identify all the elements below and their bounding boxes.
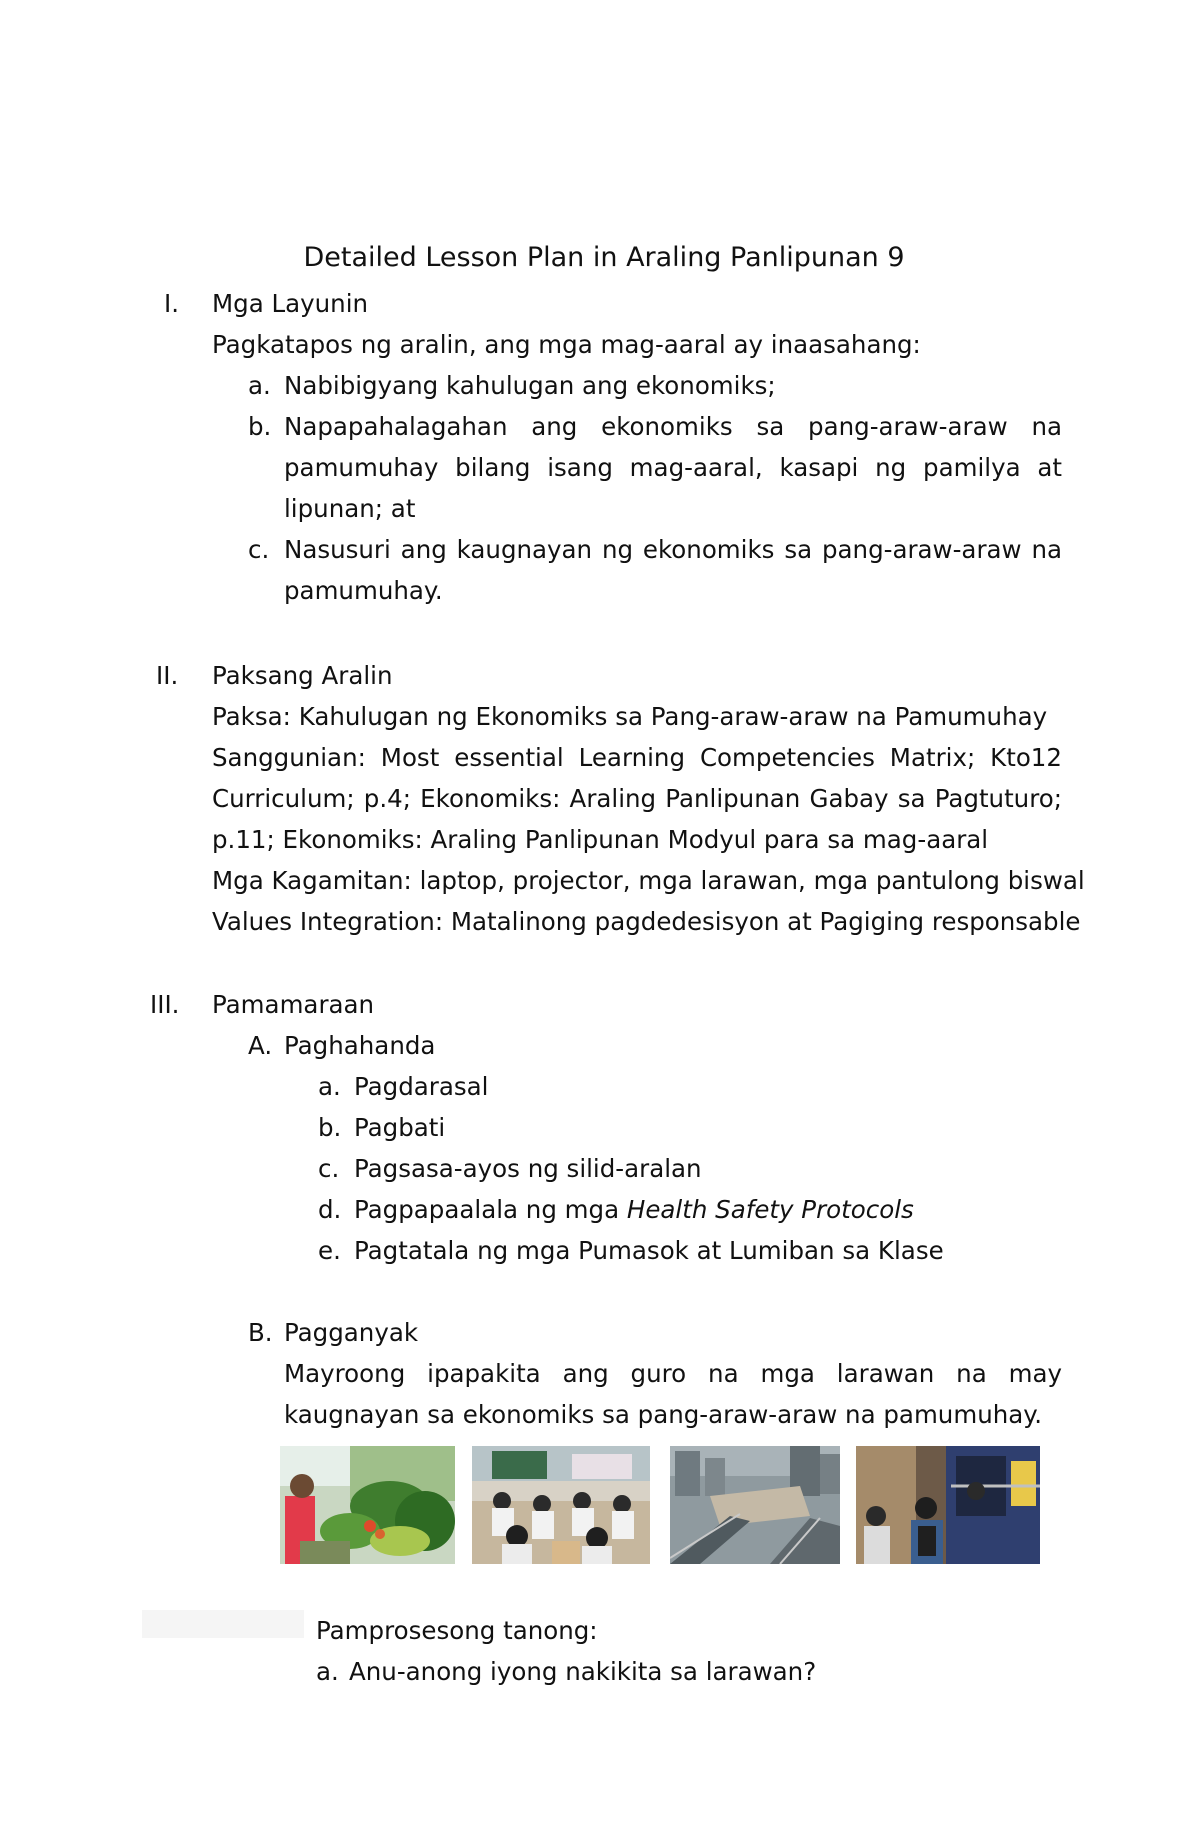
classroom-students-photo [472, 1446, 650, 1564]
section-number: I. [164, 289, 180, 318]
kagamitan-line: Mga Kagamitan: laptop, projector, mga larawan, mga pantulong biswal [212, 866, 1085, 895]
item-text-line: Napapahalagahan ang ekonomiks sa pang-araw-araw na [284, 412, 1062, 441]
document-title: Detailed Lesson Plan in Araling Panlipunan 9 [303, 242, 905, 273]
processing-questions-heading: Pamprosesong tanong: [316, 1616, 598, 1645]
item-label: a. [248, 371, 271, 400]
item-text-line: pamumuhay bilang isang mag-aaral, kasapi ng pamilya at [284, 453, 1062, 482]
photo-strip [280, 1446, 1040, 1570]
item-text: Paghahanda [284, 1031, 436, 1060]
section-heading: Mga Layunin [212, 289, 369, 318]
item-text: Pagganyak [284, 1318, 419, 1347]
section-number: II. [156, 661, 179, 690]
section-number: III. [150, 990, 180, 1019]
item-label: b. [248, 412, 272, 441]
item-text-line: lipunan; at [284, 494, 416, 523]
item-label: B. [248, 1318, 273, 1347]
item-text: Nabibigyang kahulugan ang ekonomiks; [284, 371, 776, 400]
sanggunian-line: p.11; Ekonomiks: Araling Panlipunan Modyul para sa mag-aaral [212, 825, 989, 854]
item-text-line: Nasusuri ang kaugnayan ng ekonomiks sa pang-araw-araw na [284, 535, 1062, 564]
sanggunian-line: Sanggunian: Most essential Learning Competencies Matrix; Kto12 [212, 743, 1062, 772]
item-label: A. [248, 1031, 273, 1060]
pagganyak-line: Mayroong ipapakita ang guro na mga larawan na may [284, 1359, 1062, 1388]
shaded-margin [142, 1610, 304, 1638]
values-line: Values Integration: Matalinong pagdedesisyon at Pagiging responsable [212, 907, 1081, 936]
section-heading: Pamamaraan [212, 990, 375, 1019]
section-heading: Paksang Aralin [212, 661, 393, 690]
objectives-intro: Pagkatapos ng aralin, ang mga mag-aaral ay inaasahang: [212, 330, 921, 359]
city-aerial-photo [670, 1446, 840, 1564]
sanggunian-line: Curriculum; p.4; Ekonomiks: Araling Panlipunan Gabay sa Pagtuturo; [212, 784, 1062, 813]
italic-text: Health Safety Protocols [626, 1195, 914, 1224]
item-label: c. [248, 535, 270, 564]
lesson-plan-page: Detailed Lesson Plan in Araling Panlipunan 9 I. Mga Layunin Pagkatapos ng aralin, ang mga mag-aaral ay inaasahang: a. Nabibigyang kahulugan ang ekonomiks; b. Napapahalagahan ang ekonomiks sa pang-araw-araw na pamumuhay bilang isang mag-aaral, kasapi ng pamilya at lipunan; at c. Nasusuri ang kaugnayan ng ekonomiks sa pang-araw-araw na pamumuhay. II. Paksang Aralin Paksa: Kahulugan ng Ekonomiks sa Pang-araw-araw na Pamumuhay Sanggunian: Most essential Learning Competencies Matrix; Kto12 Curriculum; p.4; Ekonomiks: Araling Panlipunan Gabay sa Pagtuturo; p.11; Ekonomiks: Araling Panlipunan Modyul para sa mag-aaral Mga Kagamitan: laptop, projector, mga larawan, mga pantulong biswal Values Integration: Matalinong pagdedesisyon at Pagiging responsable III. Pamamaraan A. Paghahanda a. Pagdarasal b. Pagbati c. Pagsasa-ayos ng silid-aralan d. Pagpapaalala ng mga Health Safety Protocols e. Pagtatala ng mga Pumasok at Lumiban sa Klase B. Pagganyak Mayroong ipapakita ang guro na mga larawan na may kaugnayan sa ekonomiks sa pang-araw-araw na pamumuhay. Pamprosesong tanong: a. Anu-anong iyong nakikita sa larawan? [0, 0, 1200, 1835]
market-vegetables-photo [280, 1446, 455, 1564]
paksa-line: Paksa: Kahulugan ng Ekonomiks sa Pang-araw-araw na Pamumuhay [212, 702, 1048, 731]
item-text-line: pamumuhay. [284, 576, 443, 605]
commuters-jeepney-photo [856, 1446, 1040, 1564]
pagganyak-line: kaugnayan sa ekonomiks sa pang-araw-araw na pamumuhay. [284, 1400, 1043, 1429]
